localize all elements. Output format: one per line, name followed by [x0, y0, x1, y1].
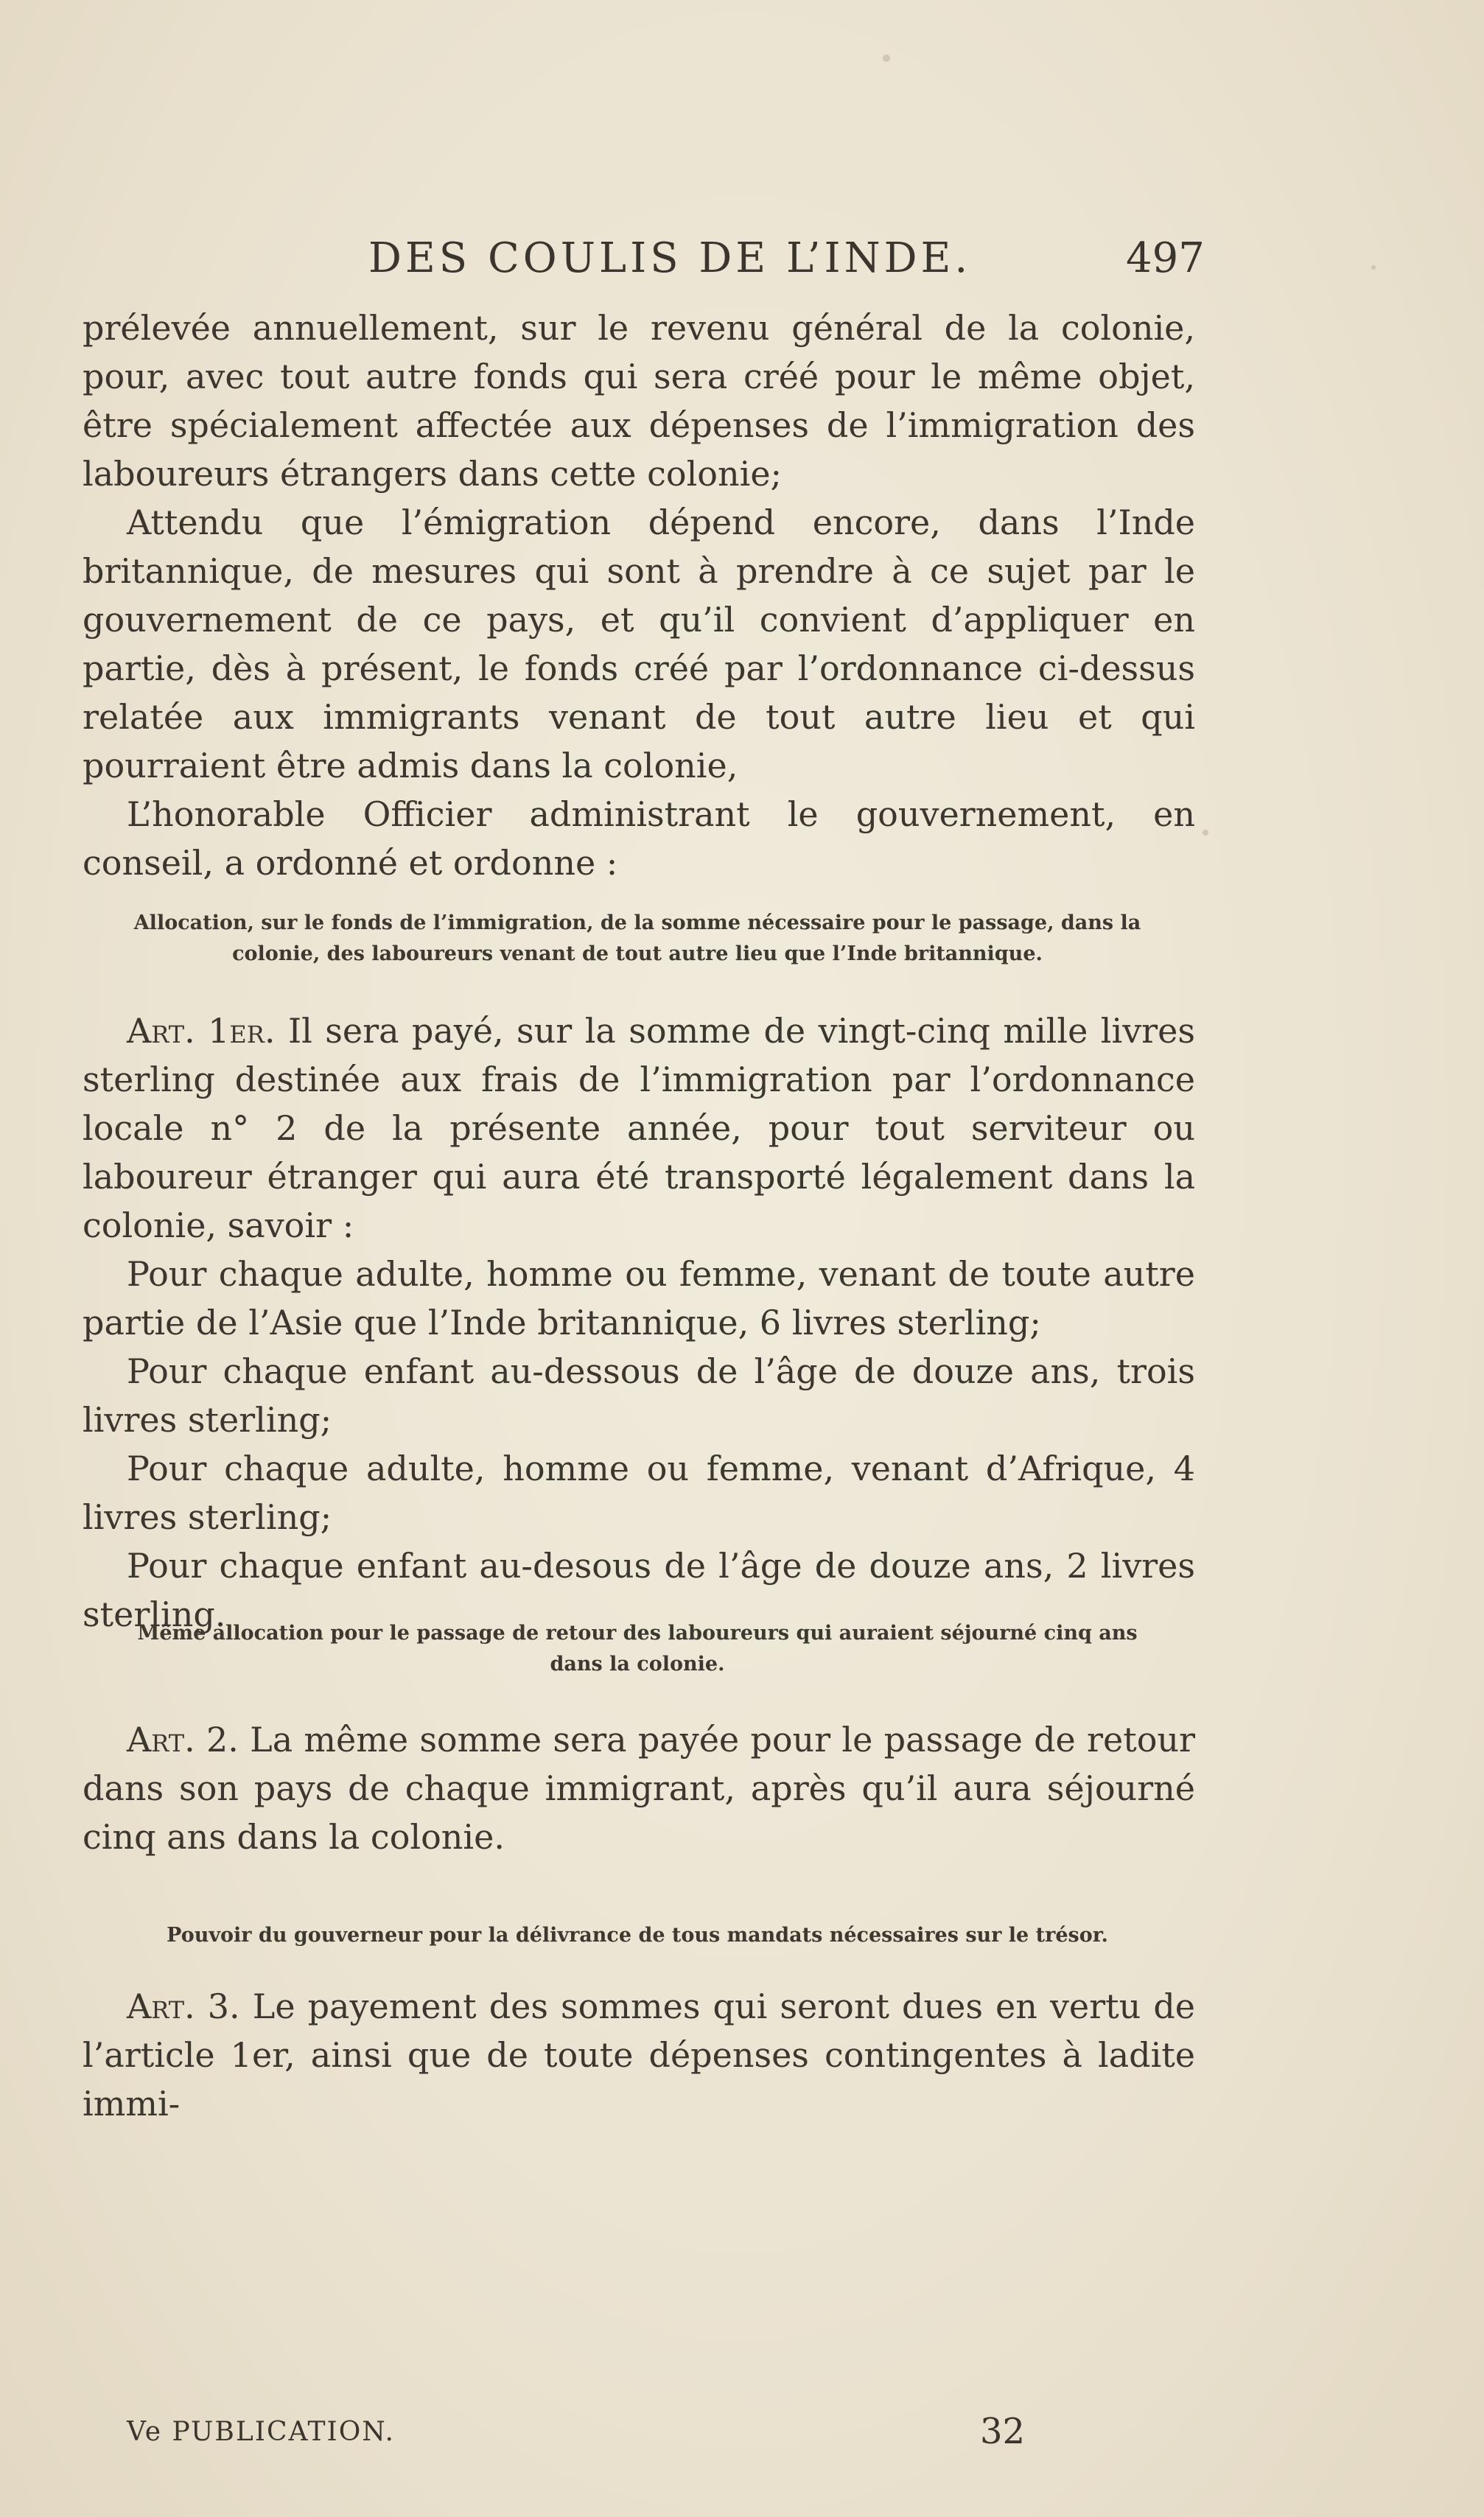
article-1-item: Pour chaque adulte, homme ou femme, venant de toute autre partie de l’Asie que l’Inde britannique, 6 livres sterling; — [83, 1254, 1195, 1342]
article-1-text: Il sera payé, sur la somme de vingt-cinq mille livres sterling destinée aux frais de l’immigration par l’ordonnance locale n° 2 de la présente année, pour tout serviteur ou laboureur étranger qui aura été transporté légalement dans la colonie, savoir : — [83, 1011, 1195, 1245]
running-head: DES COULIS DE L’INDE. — [368, 234, 972, 282]
article-1-label: Art. 1er. — [127, 1011, 276, 1051]
page-footer — [0, 2411, 1484, 2461]
article-2-text: La même somme sera payée pour le passage de retour dans son pays de chaque immigrant, après qu’il aura séjourné cinq ans dans la colonie. — [83, 1720, 1195, 1857]
page-header — [0, 234, 1484, 286]
paper-stain — [1203, 830, 1208, 836]
article-1-paragraph — [83, 1007, 1195, 1250]
marginal-note-allocation: Allocation, sur le fonds de l’immigration, de la somme nécessaire pour le passage, dans la colonie, des laboureurs venant de tout autre lieu que l’Inde britannique. — [133, 911, 1141, 965]
paragraph-ordonne: L’honorable Officier administrant le gouvernement, en conseil, a ordonné et ordonne : — [83, 794, 1195, 883]
article-3-label: Art. 3. — [127, 1986, 240, 2026]
paragraph-attendu: Attendu que l’émigration dépend encore, dans l’Inde britannique, de mesures qui sont à prendre à ce sujet par le gouvernement de ce pays, et qu’il convient d’appliquer en partie, dès à présent, le fonds créé par l’ordonnance ci-dessus relatée aux immigrants venant de tout autre lieu et qui pourraient être admis dans la colonie, — [83, 503, 1195, 785]
article-3-text: Le payement des sommes qui seront dues en vertu de l’article 1er, ainsi que de toute dépenses contingentes à ladite immi- — [83, 1986, 1196, 2124]
marginal-note-pouvoir: Pouvoir du gouverneur pour la délivrance de tous mandats nécessaires sur le trésor. — [167, 1924, 1108, 1947]
article-2-label: Art. 2. — [127, 1720, 239, 1760]
article-1-item: Pour chaque adulte, homme ou femme, venant d’Afrique, 4 livres sterling; — [83, 1449, 1195, 1537]
signature-number: 32 — [980, 2411, 1026, 2452]
paragraph-continuation: prélevée annuellement, sur le revenu général de la colonie, pour, avec tout autre fonds qui sera créé pour le même objet, être spécialement affectée aux dépenses de l’immigration des laboureurs étrangers dans cette colonie; — [83, 308, 1195, 494]
article-1 — [83, 1007, 1195, 1639]
paper-stain — [883, 55, 890, 62]
article-1-item: Pour chaque enfant au-dessous de l’âge de douze ans, trois livres sterling; — [83, 1351, 1195, 1440]
signature-mark: Ve PUBLICATION. — [127, 2417, 395, 2447]
page-number: 497 — [1126, 234, 1205, 282]
marginal-note-retour: Même allocation pour le passage de retour des laboureurs qui auraient séjourné cinq ans dans la colonie. — [137, 1622, 1138, 1676]
article-2-paragraph — [83, 1715, 1195, 1861]
article-3-paragraph — [83, 1982, 1195, 2128]
article-1-item: Pour chaque enfant au-desous de l’âge de douze ans, 2 livres sterling. — [83, 1546, 1195, 1634]
article-2 — [83, 1715, 1195, 1861]
preamble-text — [83, 304, 1195, 887]
article-3 — [83, 1982, 1195, 2128]
